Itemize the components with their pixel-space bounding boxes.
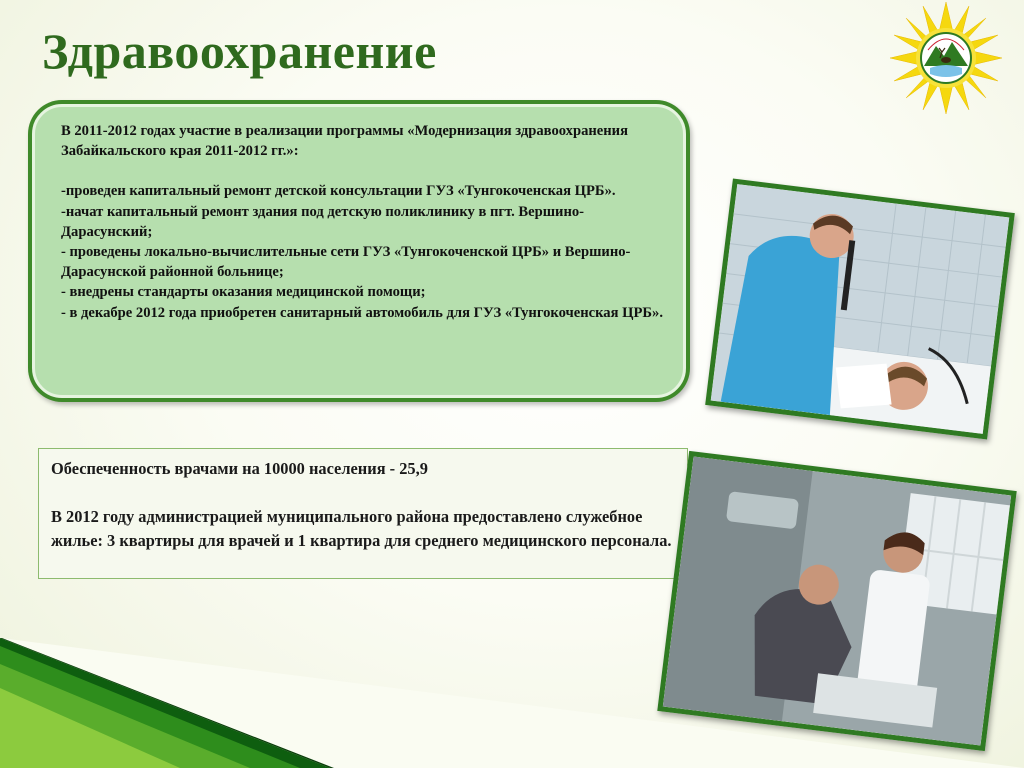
program-item: - внедрены стандарты оказания медицинской помощи; bbox=[61, 284, 426, 301]
program-box bbox=[28, 100, 690, 402]
program-item: -начат капитальный ремонт здания под детскую поликлинику в пгт. Вершино-Дарасунский; bbox=[61, 203, 585, 240]
page-title: Здравоохранение bbox=[42, 23, 437, 79]
program-item: - в декабре 2012 года приобретен санитарный автомобиль для ГУЗ «Тунгокоченская ЦРБ». bbox=[61, 304, 664, 321]
doctors-ratio-text: Обеспеченность врачами на 10000 населения - 25,9 bbox=[51, 459, 428, 478]
program-text bbox=[61, 121, 671, 323]
stats-box bbox=[38, 448, 688, 579]
program-item: -проведен капитальный ремонт детской консультации ГУЗ «Тунгокоченская ЦРБ». bbox=[61, 183, 616, 200]
program-intro: В 2011-2012 годах участие в реализации программы «Модернизация здравоохранения Забайкальского края 2011-2012 гг.»: bbox=[61, 123, 628, 160]
program-item: - проведены локально-вычислительные сети ГУЗ «Тунгокоченской ЦРБ» и Вершино-Дарасунской районной больнице; bbox=[61, 244, 631, 281]
sun-deer-emblem-icon bbox=[890, 2, 1002, 114]
housing-text: В 2012 году администрацией муниципального района предоставлено служебное жилье: 3 квартиры для врачей и 1 квартира для среднего медицинского персонала. bbox=[51, 507, 672, 550]
doctor-examining-patient-photo bbox=[705, 179, 1015, 440]
bottom-decoration bbox=[0, 638, 1024, 768]
